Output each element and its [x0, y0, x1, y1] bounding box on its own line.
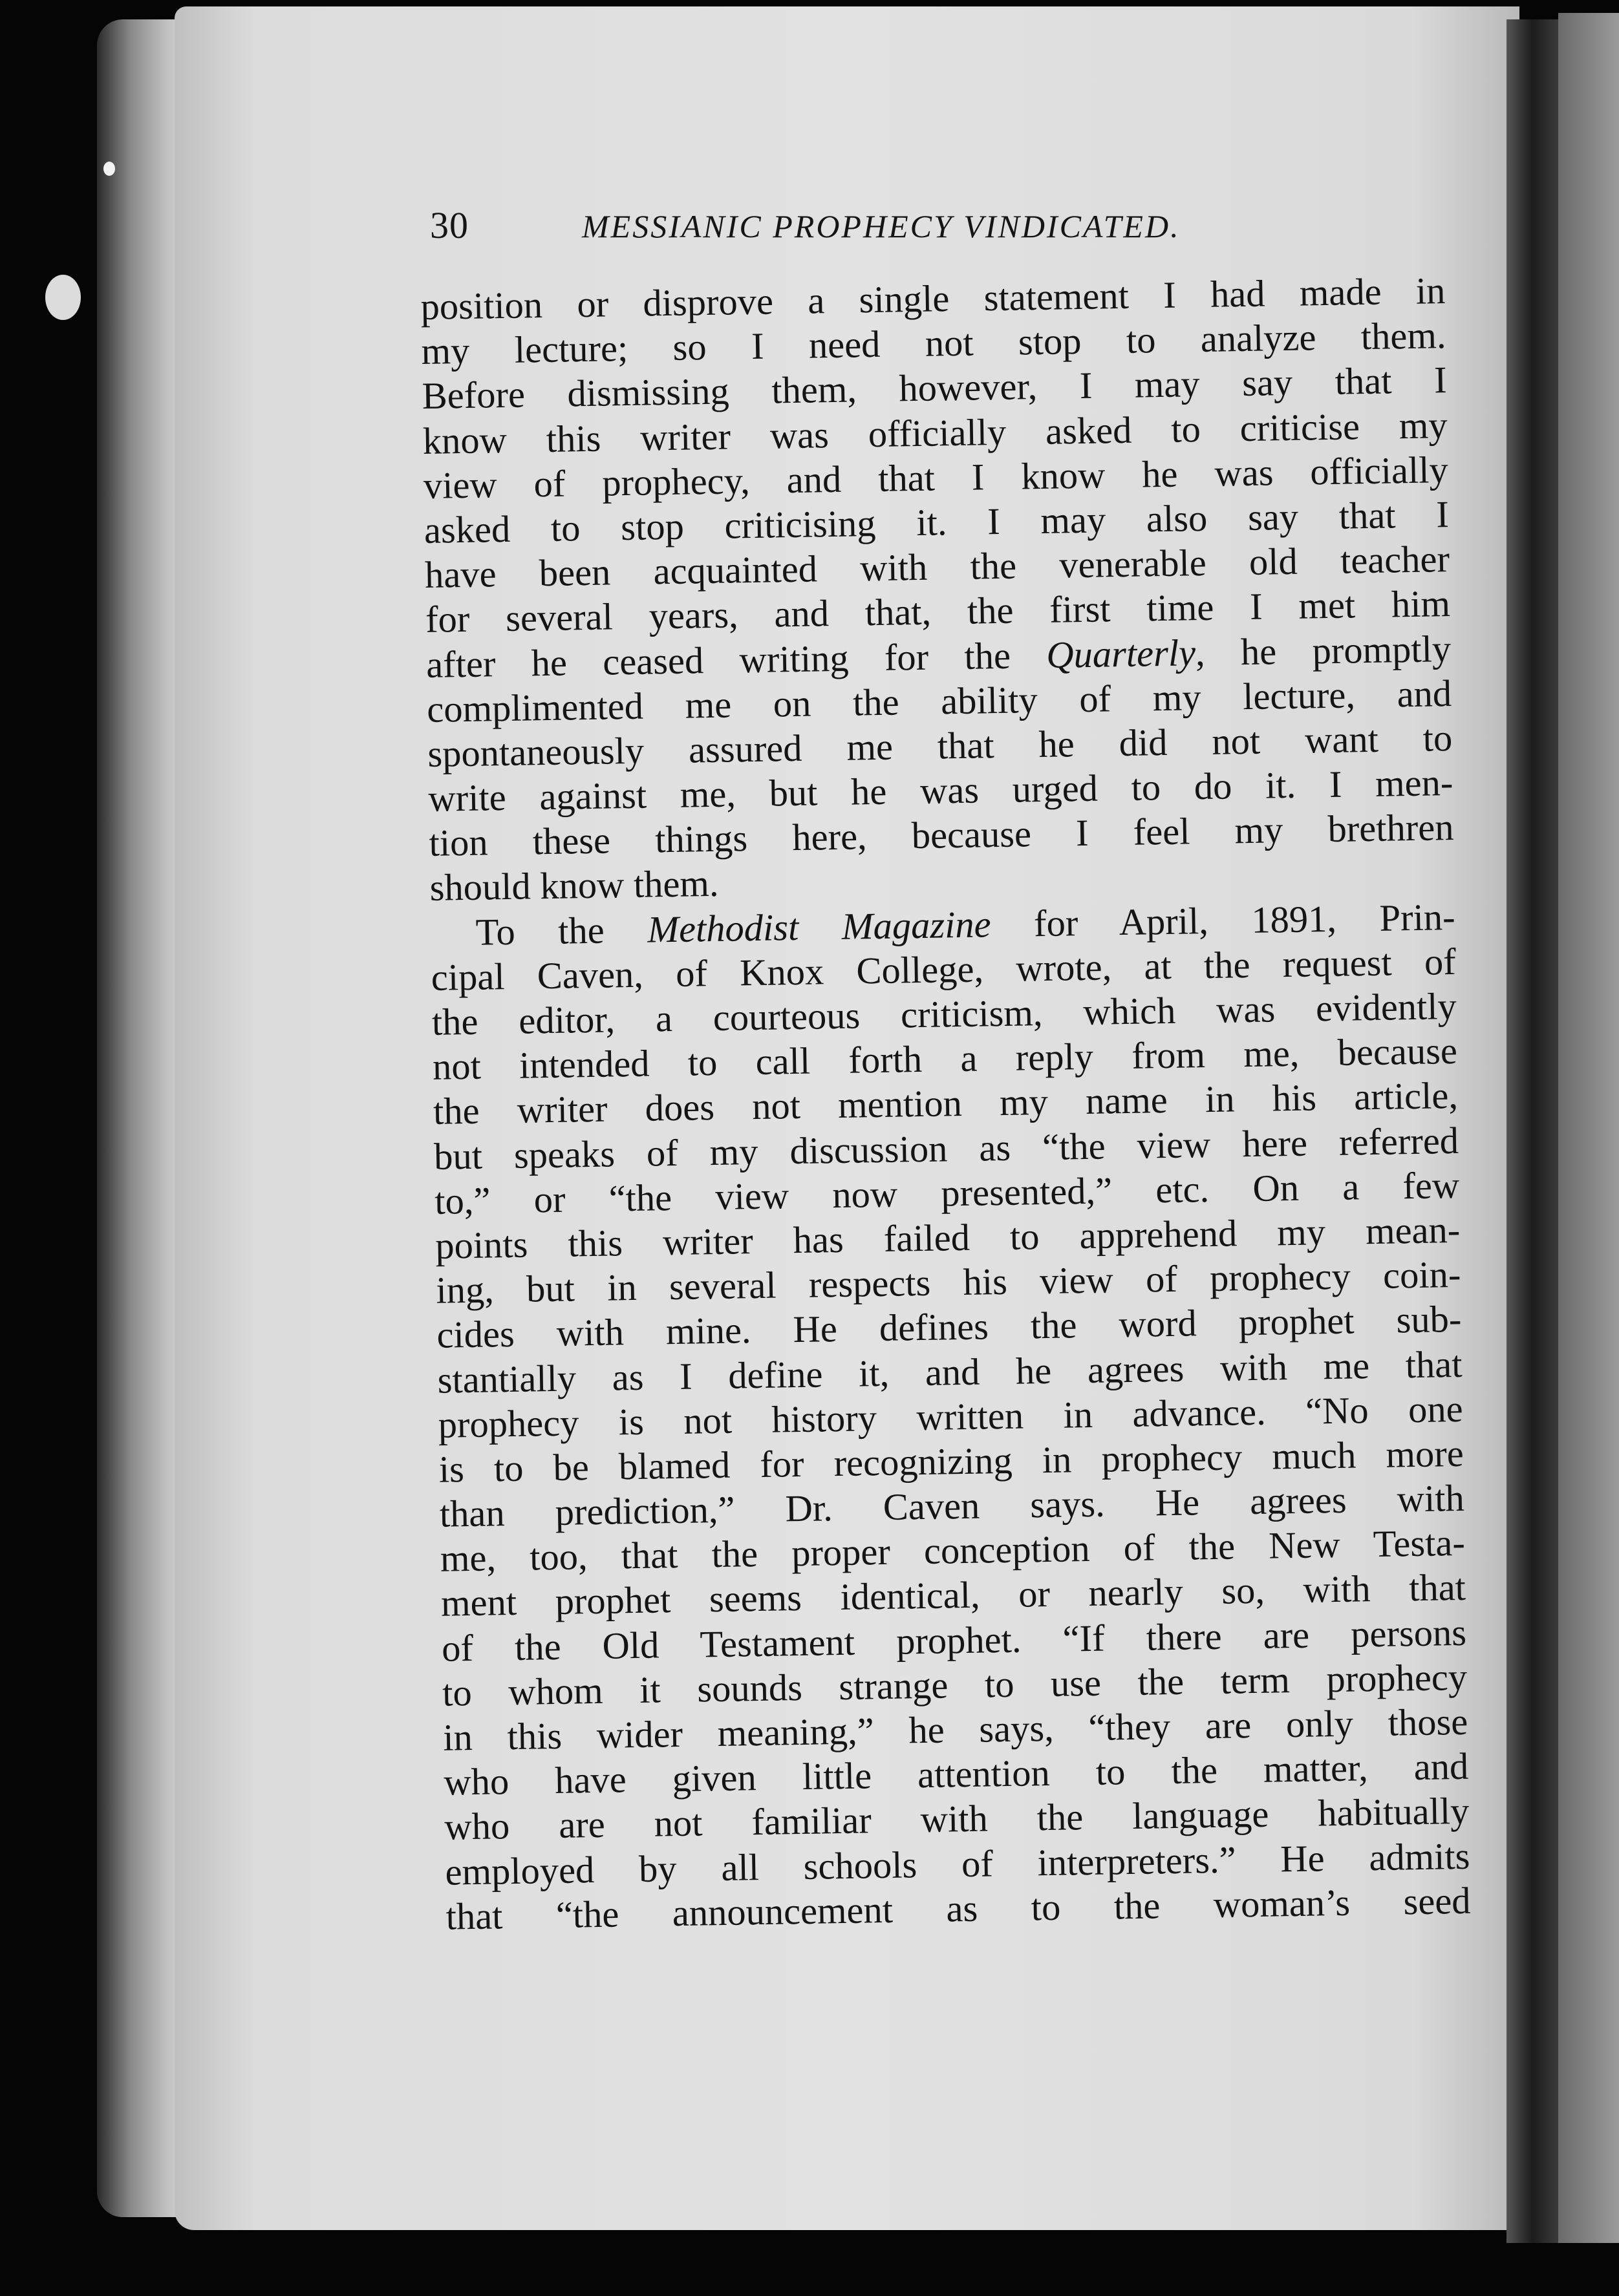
text-run: for April, 1891, Prin-	[991, 895, 1456, 945]
adjacent-page-edge	[1558, 13, 1619, 2243]
text-line: me, too, that the proper conception of the New Testa-	[440, 1522, 1466, 1580]
text-line: to,” or “the view now presented,” etc. On a few	[434, 1164, 1460, 1222]
text-line: in this wider meaning,” he says, “they are only those	[442, 1700, 1468, 1759]
book-gutter	[1506, 19, 1558, 2243]
text-line: should know them.	[429, 862, 719, 909]
text-run: , he promptly	[1195, 627, 1452, 674]
text-line: complimented me on the ability of my lecture, and	[426, 672, 1452, 730]
running-head-title: MESSIANIC PROPHECY VINDICATED.	[582, 208, 1181, 244]
text-line: write against me, but he was urged to do it. I men-	[427, 761, 1453, 820]
text-line: of the Old Testament prophet. “If there are persons	[441, 1611, 1467, 1670]
italic-title-quarterly: Quarterly	[1045, 631, 1196, 676]
text-line: view of prophecy, and that I know he was officially	[423, 448, 1449, 507]
text-run: To the	[475, 908, 648, 953]
text-run: after he ceased writing for the	[425, 633, 1047, 686]
text-line: position or disprove a single statement I had made in	[420, 270, 1446, 328]
text-line: for several years, and that, the first time I met him	[425, 582, 1451, 641]
page-number: 30	[430, 204, 469, 246]
text-line: cipal Caven, of Knox College, wrote, at the request of	[431, 940, 1457, 999]
text-line: who are not familiar with the language habitually	[444, 1790, 1470, 1849]
text-line: asked to stop criticising it. I may also say that I	[424, 493, 1450, 551]
text-line: than prediction,” Dr. Caven says. He agrees with	[439, 1476, 1465, 1535]
text-line: not intended to call forth a reply from me, because	[432, 1030, 1458, 1089]
text-line: spontaneously assured me that he did not want to	[427, 716, 1453, 775]
text-line: ing, but in several respects his view of prophecy coin-	[435, 1253, 1461, 1312]
text-line: Before dismissing them, however, I may say that I	[422, 359, 1448, 418]
text-line: know this writer was officially asked to criticise my	[422, 403, 1448, 462]
text-line: points this writer has failed to apprehend my mean-	[434, 1208, 1461, 1267]
text-line: who have given little attention to the matter, and	[443, 1745, 1469, 1803]
body-text	[420, 268, 1471, 1939]
text-line: stantially as I define it, and he agrees with me that	[437, 1343, 1463, 1401]
italic-title-methodist-magazine: Methodist Magazine	[647, 902, 992, 951]
text-line: tion these things here, because I feel my brethren	[429, 806, 1454, 865]
text-line: cides with mine. He defines the word prophet sub-	[436, 1298, 1462, 1357]
text-line: my lecture; so I need not stop to analyze them.	[421, 314, 1446, 373]
text-line: employed by all schools of interpreters.” He admits	[445, 1834, 1470, 1893]
scan-artifact	[45, 275, 81, 320]
scan-artifact	[103, 162, 115, 176]
text-line: but speaks of my discussion as “the view here referred	[433, 1119, 1459, 1178]
text-line: ment prophet seems identical, or nearly so, with that	[440, 1566, 1466, 1625]
text-line: that “the announcement as to the woman’s seed	[445, 1879, 1471, 1938]
text-line: the editor, a courteous criticism, which was evidently	[431, 984, 1457, 1043]
book-edge	[97, 19, 181, 2217]
text-line: is to be blamed for recognizing in prophecy much more	[438, 1432, 1464, 1491]
text-line: the writer does not mention my name in his article,	[433, 1074, 1459, 1133]
running-header	[430, 204, 1322, 255]
text-line: prophecy is not history written in advance. “No one	[438, 1387, 1464, 1446]
text-line: to whom it sounds strange to use the term prophecy	[442, 1655, 1468, 1714]
text-line: have been acquainted with the venerable old teacher	[424, 538, 1450, 597]
